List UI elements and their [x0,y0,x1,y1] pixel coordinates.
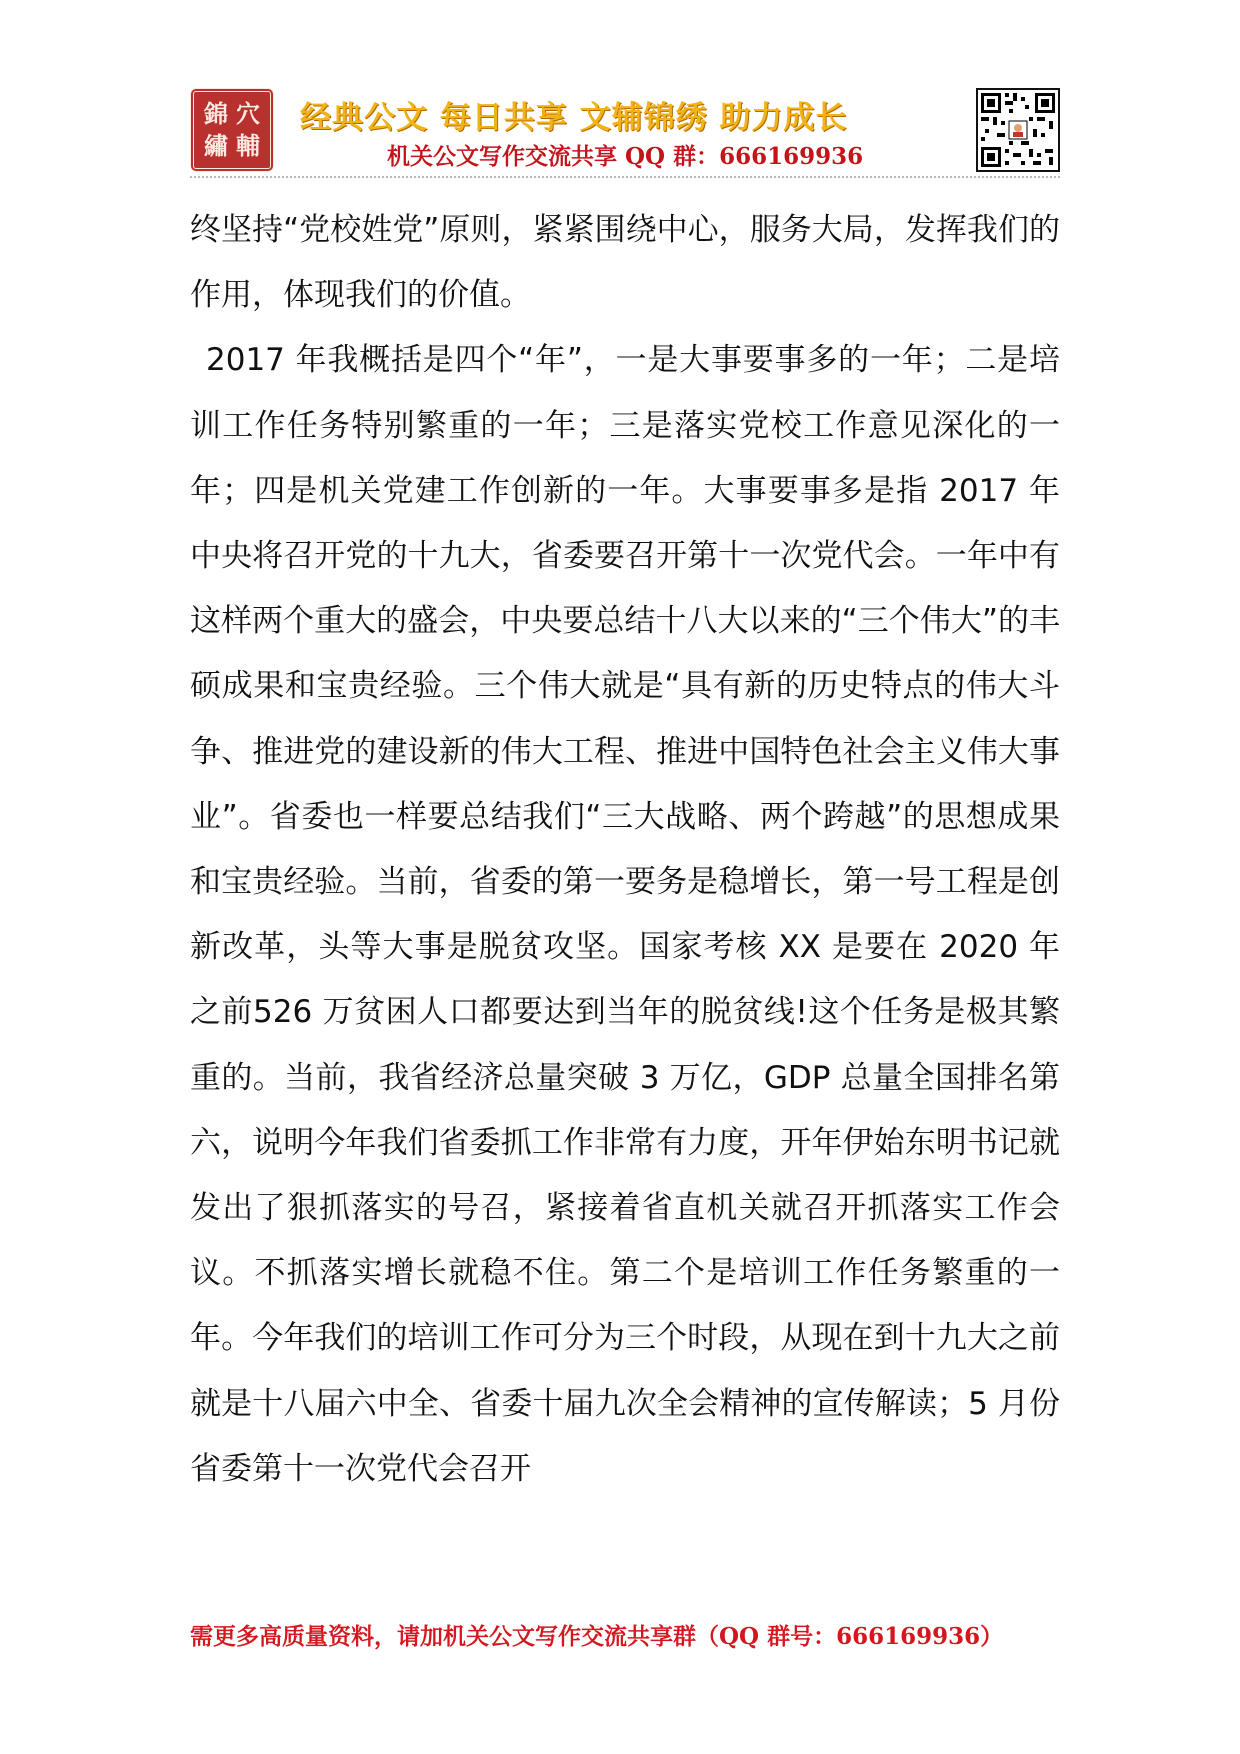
document-body [190,198,1060,1502]
footer-notice: 需更多高质量资料，请加机关公文写作交流共享群（QQ 群号：666169936） [190,1623,1004,1650]
header-qq-group: 机关公文写作交流共享 QQ 群：666169936 [387,143,864,170]
seal-char: 繡 [204,131,228,160]
qr-code-icon [976,88,1060,172]
header-divider [190,176,1060,178]
seal-char: 輔 [236,131,260,160]
seal-logo [190,88,274,172]
body-paragraph: 2017 年我概括是四个“年”，一是大事要事多的一年；二是培训工作任务特别繁重的一年；三是落实党校工作意见深化的一年；四是机关党建工作创新的一年。大事要事多是指 2017 年中央将召开党的十九大，省委要召开第十一次党代会。一年中有这样两个重大的盛会，中央要总结十八大以来的“三个伟大”的丰硕成果和宝贵经验。三个伟大就是“具有新的历史特点的伟大斗争、推进党的建设新的伟大工程、推进中国特色社会主义伟大事业”。省委也一样要总结我们“三大战略、两个跨越”的思想成果和宝贵经验。当前，省委的第一要务是稳增长，第一号工程是创新改革，头等大事是脱贫攻坚。国家考核 XX 是要在 2020 年之前526 万贫困人口都要达到当年的脱贫线!这个任务是极其繁重的。当前，我省经济总量突破 3 万亿，GDP 总量全国排名第六，说明今年我们省委抓工作非常有力度，开年伊始东明书记就发出了狠抓落实的号召，紧接着省直机关就召开抓落实工作会议。不抓落实增长就稳不住。第二个是培训工作任务繁重的一年。今年我们的培训工作可分为三个时段，从现在到十九大之前就是十八届六中全、省委十届九次全会精神的宣传解读；5 月份省委第十一次党代会召开 [190,342,1060,1487]
header-slogan: 经典公文 每日共享 文辅锦绣 助力成长 [300,100,848,136]
seal-char: 錦 [204,99,228,128]
seal-char: 穴 [236,99,260,128]
page-header [190,88,1060,176]
body-paragraph: 终坚持“党校姓党”原则，紧紧围绕中心，服务大局，发挥我们的作用，体现我们的价值。 [190,212,1060,314]
